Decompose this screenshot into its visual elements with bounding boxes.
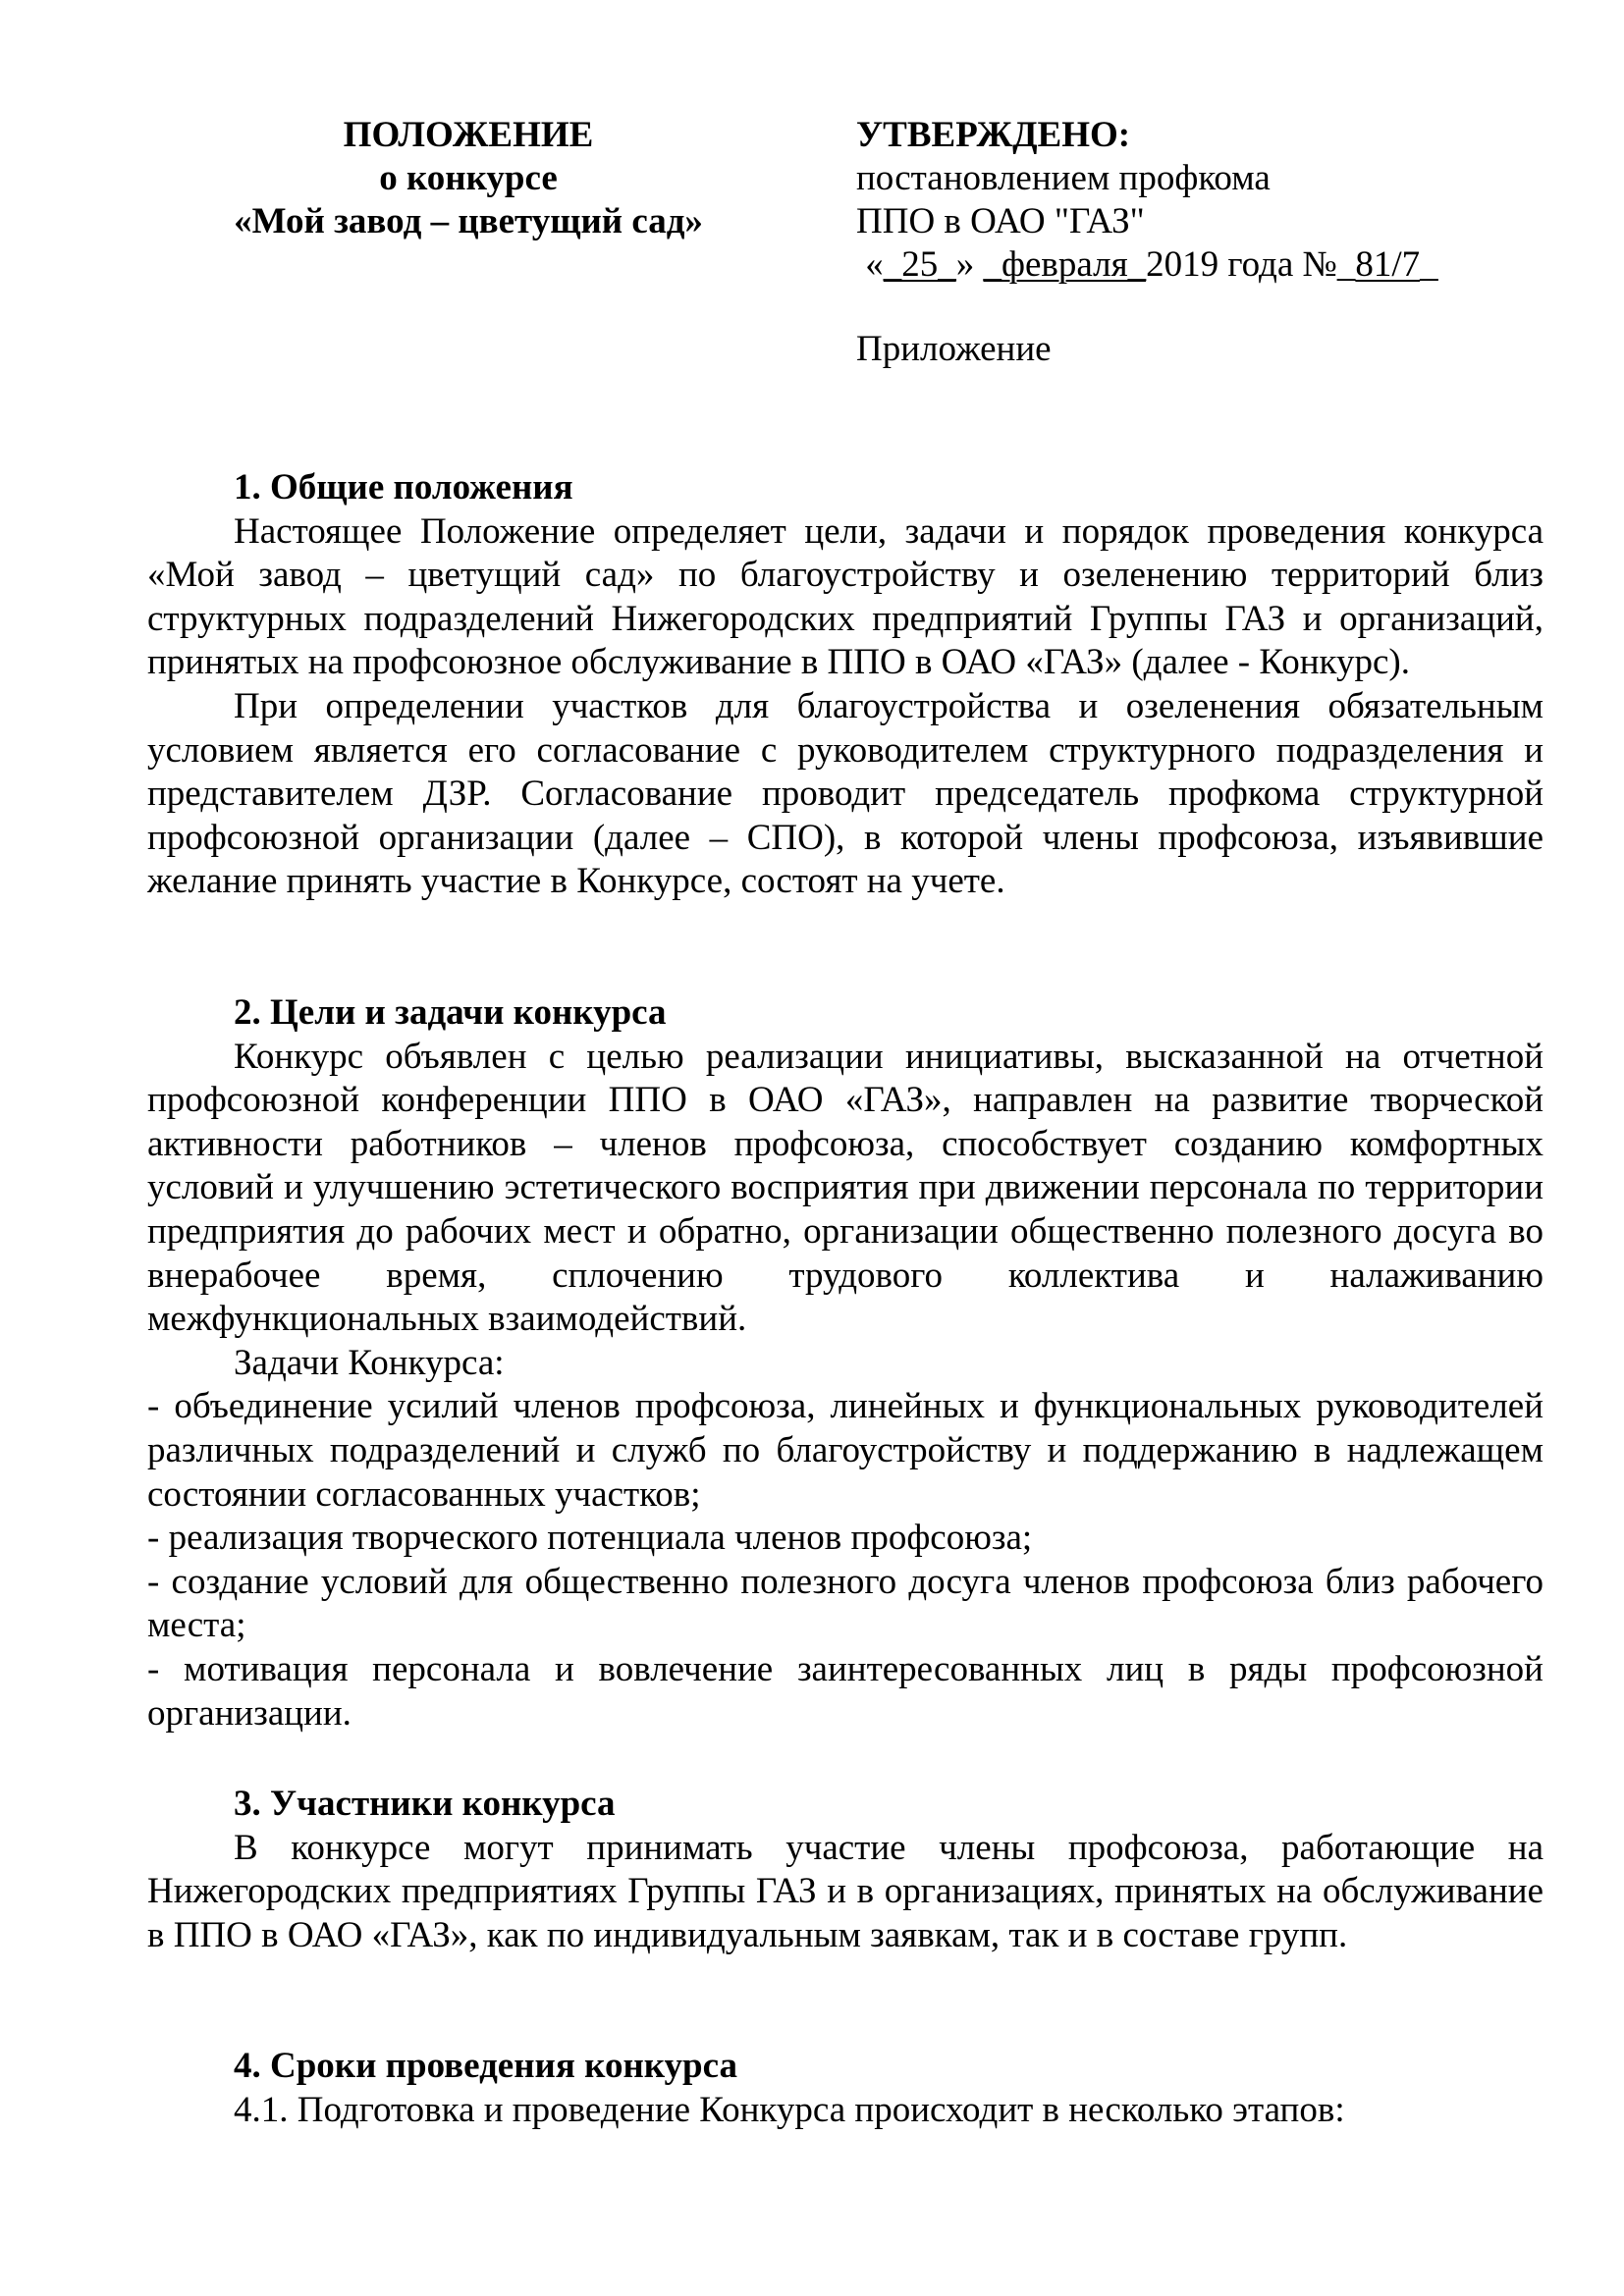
paragraph: Настоящее Положение определяет цели, задачи и порядок проведения конкурса «Мой завод – цветущий сад» по благоустройству и озеленению территорий близ структурных подразделений Нижегородских предприятий Группы ГАЗ и организаций, принятых на профсоюзное обслуживание в ППО в ОАО «ГАЗ» (далее - Конкурс). [147,510,1543,683]
list-item: - создание условий для общественно полезного досуга членов профсоюза близ рабочего места; [147,1561,1543,1646]
section-heading: 2. Цели и задачи конкурса [234,992,667,1033]
paragraph: В конкурсе могут принимать участие члены профсоюза, работающие на Нижегородских предприятиях Группы ГАЗ и в организациях, принятых на обслуживание в ППО в ОАО «ГАЗ», как по индивидуальным заявкам, так и в составе групп. [147,1827,1543,1955]
section-participants [147,1783,1543,1957]
date-year: 2019 года № [1146,244,1337,285]
decree-number: 81/7 [1355,244,1421,285]
date-day: _25_ [883,244,956,285]
date-close-quote: » [955,244,984,285]
number-post: _ [1420,244,1438,285]
number-pre: _ [1336,244,1356,285]
approval-line-1: постановлением профкома [856,158,1271,198]
list-item: - мотивация персонала и вовлечение заинтересованных лиц в ряды профсоюзной организации. [147,1648,1543,1734]
paragraph: 4.1. Подготовка и проведение Конкурса происходит в несколько этапов: [234,2089,1345,2130]
document-subtitle: о конкурсе [379,158,558,198]
section-general [147,466,1543,904]
paragraph: Задачи Конкурса: [234,1342,505,1383]
section-heading: 3. Участники конкурса [234,1784,616,1824]
paragraph: Конкурс объявлен с целью реализации инициативы, высказанной на отчетной профсоюзной конференции ППО в ОАО «ГАЗ», направлен на развитие творческой активности работников – членов профсоюза, способствует созданию комфортных условий и улучшению эстетического восприятия при движении персонала по территории предприятия до рабочих мест и обратно, организации общественно полезного досуга во внерабочее время, сплочению трудового коллектива и налаживанию межфункциональных взаимодействий. [147,1036,1543,1340]
section-heading: 4. Сроки проведения конкурса [234,2046,738,2086]
paragraph: При определении участков для благоустройства и озеленения обязательным условием является его согласование с руководителем структурного подразделения и представителем ДЗР. Согласование проводит председатель профкома структурной профсоюзной организации (далее – СПО), в которой члены профсоюза, изъявившие желание принять участие в Конкурсе, состоят на учете. [147,685,1543,902]
section-heading: 1. Общие положения [234,467,573,507]
section-timeline [147,2045,1543,2132]
approval-line-2: ППО в ОАО "ГАЗ" [856,201,1145,241]
list-item: - реализация творческого потенциала членов профсоюза; [147,1518,1033,1559]
approval-block [856,114,1583,371]
list-item: - объединение усилий членов профсоюза, линейных и функциональных руководителей различных подразделений и служб по благоустройству и поддержанию в надлежащем состоянии согласованных участков; [147,1386,1543,1515]
appendix-label: Приложение [856,329,1052,369]
approved-label: УТВЕРЖДЕНО: [856,115,1131,155]
approval-date-line [856,243,1583,287]
document-title: ПОЛОЖЕНИЕ [343,115,594,155]
document-title-block [218,114,719,243]
section-goals [147,991,1543,1735]
date-month: _февраля_ [983,244,1147,285]
contest-name: «Мой завод – цветущий сад» [234,201,703,241]
date-open-quote: « [856,244,884,285]
